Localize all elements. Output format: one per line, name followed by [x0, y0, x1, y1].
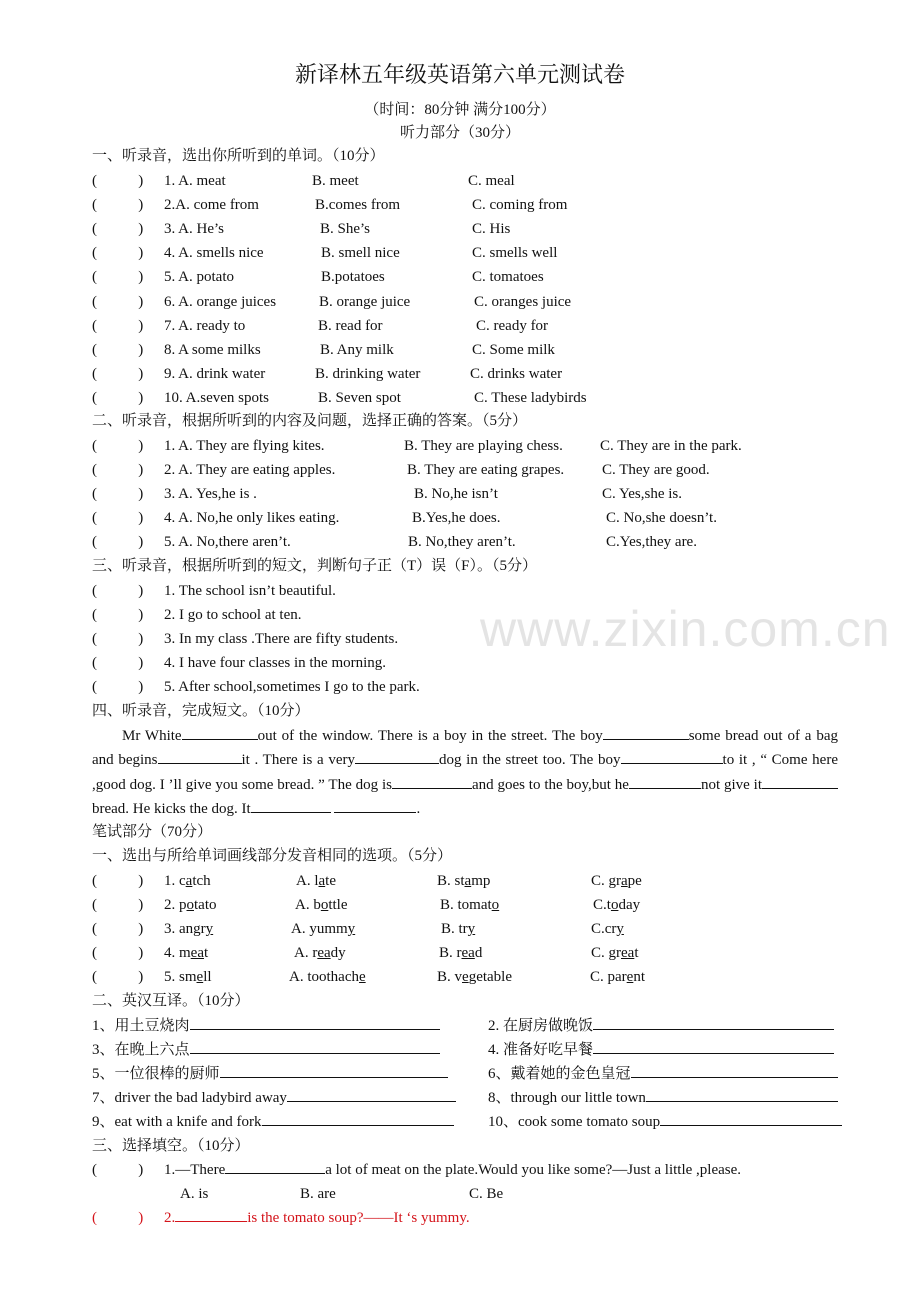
answer-paren[interactable]: ( ) — [92, 245, 144, 262]
written-section-title: 笔试部分（70分） — [92, 824, 213, 840]
option-b[interactable]: B. vegetable — [437, 969, 512, 986]
answer-paren[interactable]: ( ) — [92, 873, 144, 889]
l2-question-row — [92, 483, 852, 505]
question-word: 3. angry — [164, 921, 214, 938]
option-c[interactable]: C. They are good. — [602, 462, 710, 479]
passage-text: dog in the street too. The boy — [439, 752, 621, 769]
option-c[interactable]: C.cry — [591, 921, 624, 938]
l1-question-row — [92, 315, 852, 337]
option-b[interactable]: B.comes from — [315, 197, 400, 214]
option-c[interactable]: C. tomatoes — [472, 269, 544, 286]
option-c[interactable]: C. grape — [591, 873, 642, 889]
option-c[interactable]: C. His — [472, 221, 511, 238]
answer-blank[interactable] — [631, 1063, 838, 1078]
option-c[interactable]: C.Yes,they are. — [606, 534, 697, 551]
answer-paren[interactable]: ( ) — [92, 534, 144, 551]
w3-question-1-options — [92, 1183, 852, 1205]
option-a[interactable]: 1. A. meat — [164, 173, 226, 189]
l2-question-row — [92, 531, 852, 553]
option-a[interactable]: 6. A. orange juices — [164, 293, 277, 310]
option-a[interactable]: 3. A. Yes,he is . — [164, 486, 257, 503]
option-c[interactable]: C. coming from — [472, 197, 568, 214]
answer-paren[interactable]: ( ) — [92, 486, 144, 503]
option-b[interactable]: B. No,they aren’t. — [408, 534, 516, 551]
l3-question-row — [92, 604, 852, 626]
answer-blank[interactable] — [392, 774, 472, 789]
option-b[interactable]: B. meet — [312, 173, 359, 189]
answer-paren[interactable]: ( ) — [92, 221, 144, 238]
question-text: 2. is the tomato soup?——It ‘s yummy. — [164, 1207, 470, 1229]
translation-prompt: 4. 准备好吃早餐 — [488, 1042, 594, 1059]
translation-prompt: 8、through our little town — [488, 1090, 646, 1107]
translation-item — [92, 1015, 440, 1037]
answer-paren[interactable]: ( ) — [92, 607, 144, 624]
l3-heading: 三、听录音，根据所听到的短文，判断句子正（T）误（F）。（5分） — [92, 558, 538, 574]
passage-text: not give it — [700, 776, 762, 793]
l1-question-row — [92, 242, 852, 264]
w3-heading: 三、选择填空。（10分） — [92, 1138, 250, 1154]
answer-paren[interactable]: ( ) — [92, 365, 144, 382]
option-a[interactable]: 8. A some milks — [164, 341, 261, 358]
option-a[interactable]: 1. A. They are flying kites. — [164, 438, 325, 454]
answer-paren[interactable]: ( ) — [92, 1210, 144, 1226]
answer-paren[interactable]: ( ) — [92, 897, 144, 914]
question-word: 1. catch — [164, 873, 211, 889]
l1-question-row — [92, 194, 852, 216]
option-a[interactable]: A. toothache — [289, 969, 366, 986]
answer-paren[interactable]: ( ) — [92, 655, 144, 672]
answer-blank[interactable] — [262, 1111, 454, 1126]
option-c[interactable]: C.today — [593, 897, 641, 914]
option-b[interactable]: B. They are eating grapes. — [407, 462, 565, 479]
passage-text: bread. He kicks the dog. It — [92, 800, 251, 817]
l3-question-row — [92, 676, 852, 698]
l1-question-row — [92, 266, 852, 288]
option-c[interactable]: C. meal — [468, 173, 515, 189]
question-word: 5. smell — [164, 969, 212, 986]
answer-blank[interactable] — [175, 1207, 247, 1222]
option-a[interactable]: 10. A.seven spots — [164, 389, 269, 406]
answer-paren[interactable]: ( ) — [92, 510, 144, 527]
answer-paren[interactable]: ( ) — [92, 1162, 144, 1178]
answer-blank[interactable] — [646, 1087, 838, 1102]
option-c[interactable]: C. Yes,she is. — [602, 486, 683, 503]
answer-paren[interactable]: ( ) — [92, 197, 144, 214]
option-a[interactable]: A. is — [180, 1186, 209, 1202]
answer-blank[interactable] — [593, 1039, 834, 1054]
w2-heading: 二、英汉互译。（10分） — [92, 993, 250, 1009]
passage-text: . — [416, 800, 421, 817]
answer-blank[interactable] — [220, 1063, 448, 1078]
l4-heading: 四、听录音，完成短文。（10分） — [92, 703, 310, 719]
answer-paren[interactable]: ( ) — [92, 173, 144, 189]
option-a[interactable]: 3. A. He’s — [164, 221, 224, 238]
option-c[interactable]: C. oranges juice — [474, 293, 572, 310]
option-c[interactable]: C. drinks water — [470, 365, 563, 382]
answer-paren[interactable]: ( ) — [92, 969, 144, 986]
option-b[interactable]: B. They are playing chess. — [404, 438, 563, 454]
statement: 3. In my class .There are fifty students. — [164, 631, 399, 648]
option-c[interactable]: C. parent — [590, 969, 646, 986]
answer-paren[interactable]: ( ) — [92, 679, 144, 696]
option-c[interactable]: C. ready for — [476, 317, 549, 334]
exam-info: （时间：80分钟 满分100分） — [364, 102, 556, 118]
option-c[interactable]: C. Some milk — [472, 341, 555, 358]
option-b[interactable]: B.potatoes — [321, 269, 385, 286]
l1-question-row — [92, 339, 852, 361]
answer-blank[interactable] — [251, 798, 331, 813]
question-word: 4. meat — [164, 945, 209, 962]
page-title: 新译林五年级英语第六单元测试卷 — [294, 62, 625, 87]
translation-item — [92, 1039, 440, 1061]
translation-item — [92, 1111, 454, 1133]
statement: 5. After school,sometimes I go to the park. — [164, 679, 420, 696]
question-word: 2. potato — [164, 897, 217, 914]
option-b[interactable]: B. read for — [318, 317, 383, 334]
answer-blank[interactable] — [762, 774, 838, 789]
l3-question-row — [92, 652, 852, 674]
option-c[interactable]: C. No,she doesn’t. — [606, 510, 717, 527]
w1-question-row — [92, 966, 852, 988]
w3-question-1 — [92, 1159, 852, 1181]
answer-blank[interactable] — [190, 1039, 440, 1054]
w1-question-row — [92, 894, 852, 916]
statement: 2. I go to school at ten. — [164, 607, 302, 624]
option-a[interactable]: A. bottle — [295, 897, 348, 914]
option-a[interactable]: 5. A. potato — [164, 269, 234, 286]
l3-question-row — [92, 580, 852, 602]
answer-paren[interactable]: ( ) — [92, 269, 144, 286]
option-a[interactable]: 2. A. They are eating apples. — [164, 462, 336, 479]
answer-blank[interactable] — [287, 1087, 456, 1102]
answer-blank[interactable] — [225, 1159, 325, 1174]
answer-blank[interactable] — [334, 798, 416, 813]
option-a[interactable]: 9. A. drink water — [164, 365, 266, 382]
option-b[interactable]: B. Any milk — [320, 341, 394, 358]
answer-blank[interactable] — [593, 1015, 834, 1030]
l1-heading: 一、听录音，选出你所听到的单词。（10分） — [92, 148, 385, 164]
option-b[interactable]: B. are — [300, 1186, 336, 1202]
answer-paren[interactable]: ( ) — [92, 921, 144, 938]
l1-question-row — [92, 170, 852, 192]
statement: 4. I have four classes in the morning. — [164, 655, 387, 672]
option-b[interactable]: B. smell nice — [321, 245, 400, 262]
answer-blank[interactable] — [621, 749, 723, 764]
answer-blank[interactable] — [603, 725, 689, 740]
w1-question-row — [92, 918, 852, 940]
translation-prompt: 3、在晚上六点 — [92, 1042, 190, 1059]
l2-question-row — [92, 459, 852, 481]
option-c[interactable]: C. Be — [469, 1186, 504, 1202]
answer-paren[interactable]: ( ) — [92, 317, 144, 334]
option-b[interactable]: B. drinking water — [315, 365, 421, 382]
passage-text: out of the window. There is a boy in the street. The boy — [257, 728, 603, 744]
l3-question-row — [92, 628, 852, 650]
translation-item — [92, 1063, 448, 1085]
cloze-passage — [92, 724, 838, 821]
translation-prompt: 9、eat with a knife and fork — [92, 1114, 262, 1131]
translation-prompt: 5、一位很棒的厨师 — [92, 1066, 220, 1083]
translation-item — [488, 1015, 834, 1037]
translation-item — [488, 1039, 834, 1061]
answer-paren[interactable]: ( ) — [92, 341, 144, 358]
passage-text: some bread out of a bag and begins — [92, 728, 838, 769]
answer-paren[interactable]: ( ) — [92, 389, 144, 406]
question-text: 1.—There a lot of meat on the plate.Would you like some?—Just a little ,please. — [164, 1159, 741, 1181]
answer-paren[interactable]: ( ) — [92, 631, 144, 648]
passage-text: and goes to the boy,but he — [471, 776, 629, 793]
translation-item — [92, 1087, 456, 1109]
l2-heading: 二、听录音，根据所听到的内容及问题，选择正确的答案。（5分） — [92, 413, 528, 429]
option-c[interactable]: C. These ladybirds — [474, 389, 587, 406]
answer-blank[interactable] — [182, 725, 258, 740]
option-b[interactable]: B. orange juice — [319, 293, 411, 310]
option-c[interactable]: C. They are in the park. — [600, 438, 742, 454]
option-a[interactable]: 4. A. smells nice — [164, 245, 264, 262]
l1-question-row — [92, 363, 852, 385]
w3-question-2 — [92, 1207, 852, 1229]
answer-paren[interactable]: ( ) — [92, 462, 144, 479]
option-c[interactable]: C. smells well — [472, 245, 558, 262]
option-b[interactable]: B. She’s — [320, 221, 371, 238]
answer-blank[interactable] — [629, 774, 701, 789]
answer-blank[interactable] — [355, 749, 439, 764]
option-a[interactable]: A. ready — [294, 945, 346, 962]
translation-prompt: 7、driver the bad ladybird away — [92, 1090, 287, 1107]
statement: 1. The school isn’t beautiful. — [164, 583, 336, 599]
translation-prompt: 6、戴着她的金色皇冠 — [488, 1066, 631, 1083]
answer-paren[interactable]: ( ) — [92, 583, 144, 599]
option-a[interactable]: A. late — [296, 873, 336, 889]
option-c[interactable]: C. great — [591, 945, 639, 962]
listening-section-title: 听力部分（30分） — [399, 125, 520, 141]
option-b[interactable]: B.Yes,he does. — [412, 510, 501, 527]
translation-prompt: 1、用土豆烧肉 — [92, 1018, 190, 1034]
l2-question-row — [92, 435, 852, 457]
option-b[interactable]: B. try — [441, 921, 476, 938]
passage-text: to it , “ Come here ,good dog. I ’ll give you some bread. ” The dog is — [92, 752, 838, 793]
l2-question-row — [92, 507, 852, 529]
option-b[interactable]: B. Seven spot — [318, 389, 401, 406]
w1-question-row — [92, 942, 852, 964]
option-b[interactable]: B. read — [439, 945, 483, 962]
answer-blank[interactable] — [158, 749, 242, 764]
l1-question-row — [92, 218, 852, 240]
translation-prompt: 2. 在厨房做晚饭 — [488, 1018, 594, 1034]
option-b[interactable]: B. tomato — [440, 897, 500, 914]
option-a[interactable]: 7. A. ready to — [164, 317, 246, 334]
w1-heading: 一、选出与所给单词画线部分发音相同的选项。（5分） — [92, 848, 453, 864]
translation-item — [488, 1111, 842, 1133]
option-b[interactable]: B. No,he isn’t — [414, 486, 498, 503]
translation-item — [488, 1063, 838, 1085]
option-b[interactable]: B. stamp — [437, 873, 491, 889]
answer-paren[interactable]: ( ) — [92, 293, 144, 310]
option-a[interactable]: 4. A. No,he only likes eating. — [164, 510, 340, 527]
l1-question-row — [92, 387, 852, 409]
answer-paren[interactable]: ( ) — [92, 438, 144, 454]
answer-paren[interactable]: ( ) — [92, 945, 144, 962]
answer-blank[interactable] — [660, 1111, 842, 1126]
option-a[interactable]: 2.A. come from — [164, 197, 259, 214]
answer-blank[interactable] — [190, 1015, 440, 1030]
translation-item — [488, 1087, 838, 1109]
watermark: www.zixin.com.cn — [480, 601, 891, 657]
option-a[interactable]: A. yummy — [291, 921, 356, 938]
translation-prompt: 10、cook some tomato soup — [488, 1114, 661, 1131]
option-a[interactable]: 5. A. No,there aren’t. — [164, 534, 291, 551]
l1-question-row — [92, 291, 852, 313]
passage-text: Mr White — [122, 728, 182, 744]
w1-question-row — [92, 870, 852, 892]
passage-text: it . There is a very — [241, 752, 355, 769]
